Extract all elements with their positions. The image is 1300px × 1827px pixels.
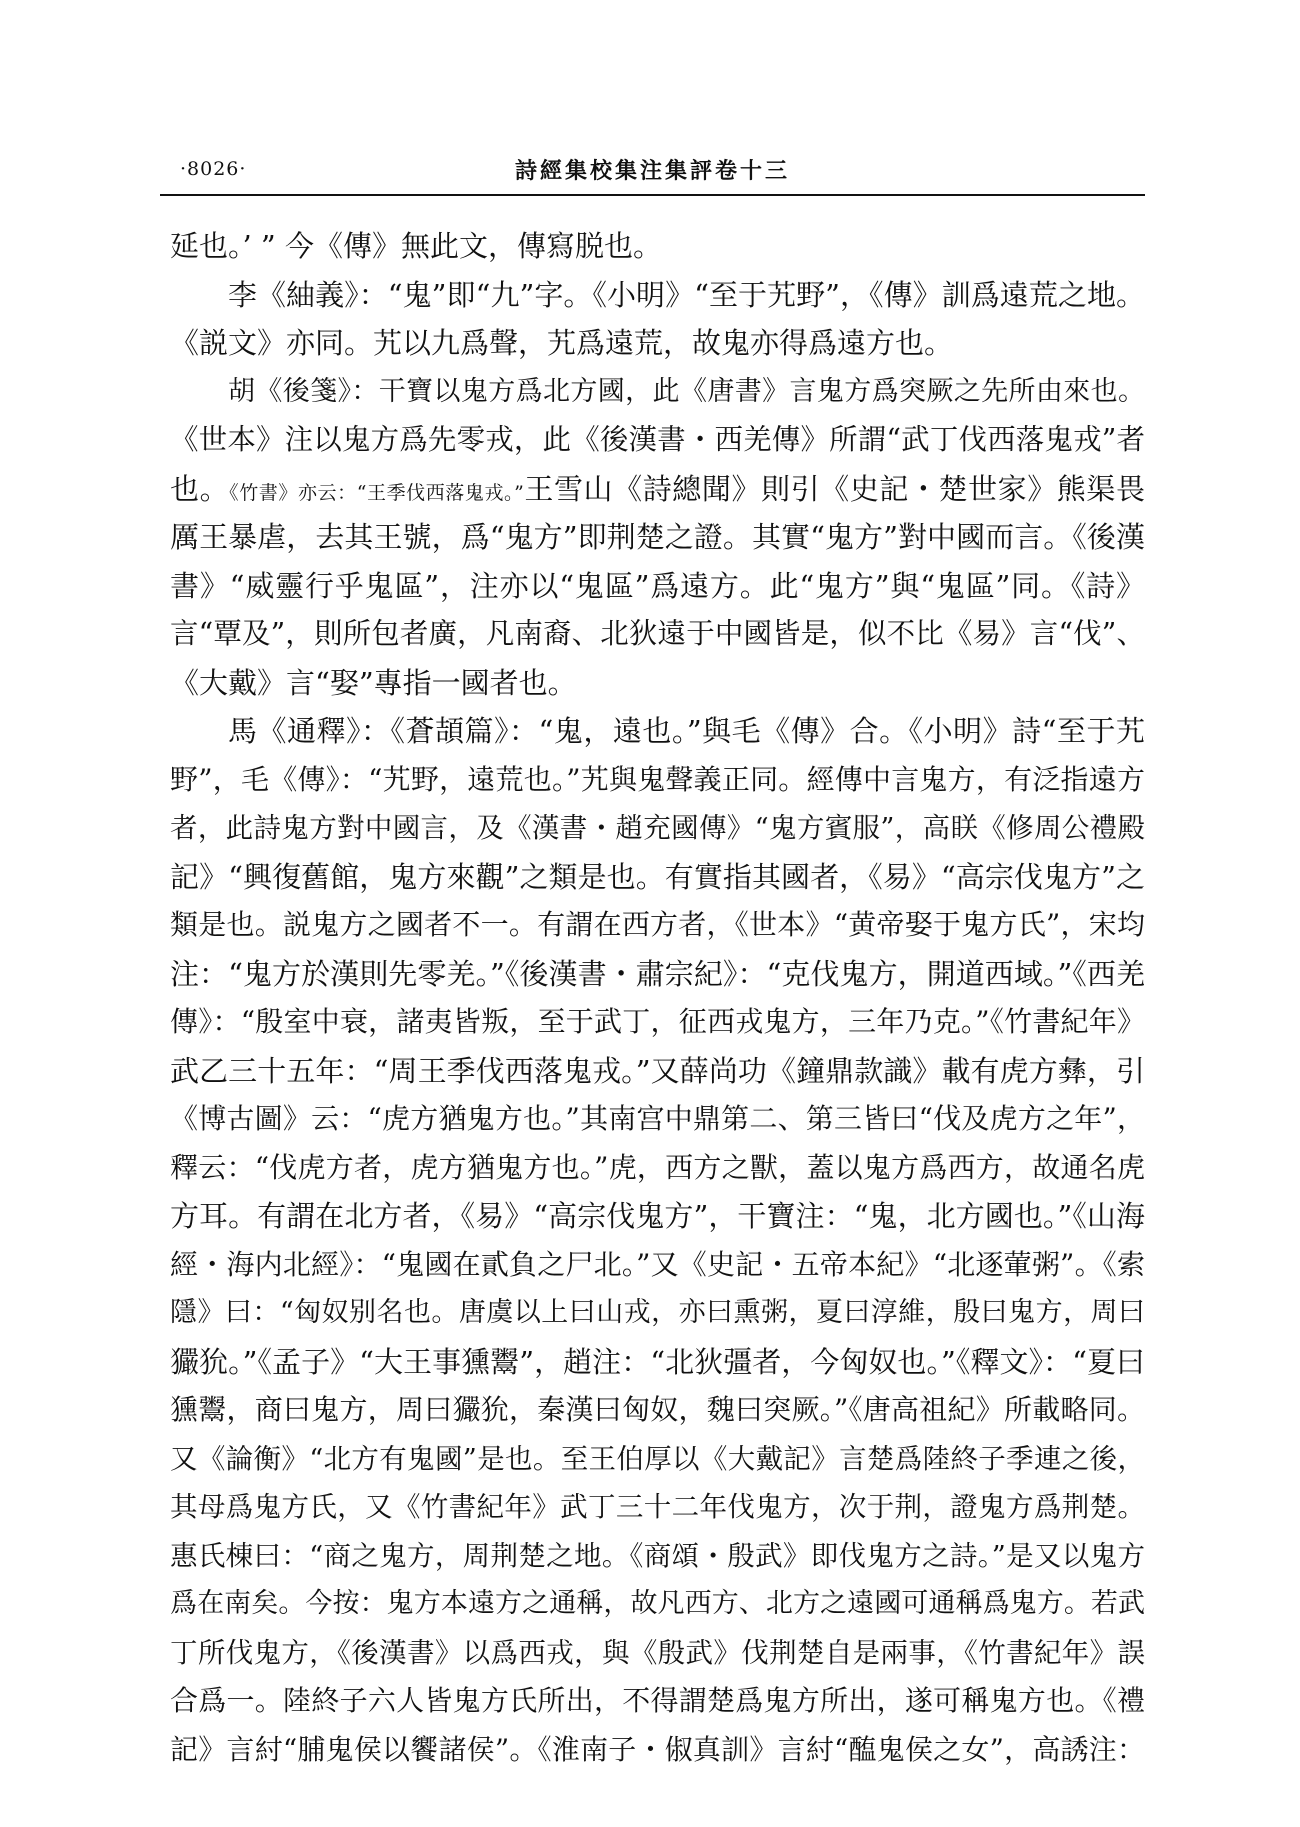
text-line: 言“覃及”，則所包者廣，凡南裔、北狄遠于中國皆是，似不比《易》言“伐”、 <box>170 617 1145 650</box>
text-line: 《世本》注以鬼方爲先零戎，此《後漢書・西羌傳》所謂“武丁伐西落鬼戎”者 <box>170 423 1145 456</box>
text-line: 其母爲鬼方氏，又《竹書紀年》武丁三十二年伐鬼方，次于荆，證鬼方爲荆楚。 <box>170 1491 1145 1523</box>
body-text <box>170 222 1145 1774</box>
text-line: 經・海内北經》：“鬼國在貳負之尸北。”又《史記・五帝本紀》“北逐葷粥”。《索 <box>170 1247 1145 1281</box>
text-line: 馬《通釋》：《蒼頡篇》：“鬼，遠也。”與毛《傳》合。《小明》詩“至于艽 <box>228 714 1145 748</box>
text-line: 惠氏棟曰：“商之鬼方，周荆楚之地。《商頌・殷武》即伐鬼方之詩。”是又以鬼方 <box>170 1539 1145 1572</box>
text-line: 胡《後箋》：干寶以鬼方爲北方國，此《唐書》言鬼方爲突厥之先所由來也。 <box>228 375 1145 407</box>
text-line: 丁所伐鬼方，《後漢書》以爲西戎，與《殷武》伐荆楚自是兩事，《竹書紀年》誤 <box>170 1636 1145 1669</box>
text-line: 玁狁。”《孟子》“大王事獯鬻”，趙注：“北狄彊者，今匈奴也。”《釋文》：“夏曰 <box>170 1344 1145 1379</box>
text-line: 注：“鬼方於漢則先零羌。”《後漢書・肅宗紀》：“克伐鬼方，開道西域。”《西羌 <box>170 956 1145 991</box>
text-line: 方耳。有謂在北方者，《易》“高宗伐鬼方”，干寶注：“鬼，北方國也。”《山海 <box>170 1199 1145 1233</box>
text-line: 李《紬義》：“鬼”即“九”字。《小明》“至于艽野”，《傳》訓爲遠荒之地。 <box>228 277 1145 312</box>
page-header <box>160 150 1145 194</box>
text-line: 記》言紂“脯鬼侯以饗諸侯”。《淮南子・俶真訓》言紂“醢鬼侯之女”，高誘注： <box>170 1732 1145 1766</box>
text-line: 《説文》亦同。艽以九爲聲，艽爲遠荒，故鬼亦得爲遠方也。 <box>170 326 954 360</box>
text-line: 合爲一。陸終子六人皆鬼方氏所出，不得謂楚爲鬼方所出，遂可稱鬼方也。《禮 <box>170 1684 1145 1717</box>
text-line: 類是也。説鬼方之國者不一。有謂在西方者，《世本》“黄帝娶于鬼方氏”，宋均 <box>170 908 1145 941</box>
header-rule <box>160 194 1145 196</box>
text-line: 武乙三十五年：“周王季伐西落鬼戎。”又薛尚功《鐘鼎款識》載有虎方彝，引 <box>170 1053 1145 1088</box>
page-number: ·8026· <box>180 158 247 180</box>
text-line: 《大戴》言“娶”專指一國者也。 <box>170 665 577 700</box>
text-segment: 也。 <box>170 471 230 506</box>
text-line: 傳》：“殷室中衰，諸夷皆叛，至于武丁，征西戎鬼方，三年乃克。”《竹書紀年》 <box>170 1005 1145 1038</box>
running-title: 詩經集校集注集評卷十三 <box>514 158 790 184</box>
text-line <box>170 465 1145 514</box>
text-line: 又《論衡》“北方有鬼國”是也。至王伯厚以《大戴記》言楚爲陸終子季連之後， <box>170 1442 1145 1475</box>
text-line: 《博古圖》云：“虎方猶鬼方也。”其南宫中鼎第二、第三皆曰“伐及虎方之年”， <box>170 1102 1145 1135</box>
text-line: 延也。’ ” 今《傳》無此文，傳寫脱也。 <box>170 229 662 263</box>
inline-note: 《竹書》亦云：“王季伐西落鬼戎。” <box>229 481 524 504</box>
text-segment: 王雪山《詩總聞》則引《史記・楚世家》熊渠畏 <box>523 471 1145 506</box>
text-line: 厲王暴虐，去其王號，爲“鬼方”即荆楚之證。其實“鬼方”對中國而言。《後漢 <box>170 520 1145 554</box>
text-line: 者，此詩鬼方對中國言，及《漢書・趙充國傳》“鬼方賓服”，高眹《修周公禮殿 <box>170 812 1145 844</box>
text-line: 隱》曰：“匈奴别名也。唐虞以上曰山戎，亦曰熏粥，夏曰淳維，殷曰鬼方，周曰 <box>170 1297 1145 1328</box>
text-line: 釋云：“伐虎方者，虎方猶鬼方也。”虎，西方之獸，蓋以鬼方爲西方，故通名虎 <box>170 1150 1145 1184</box>
text-line: 書》“威靈行乎鬼區”，注亦以“鬼區”爲遠方。此“鬼方”與“鬼區”同。《詩》 <box>170 568 1145 603</box>
text-line: 爲在南矣。今按：鬼方本遠方之通稱，故凡西方、北方之遠國可通稱爲鬼方。若武 <box>170 1588 1145 1619</box>
text-line: 獯鬻，商曰鬼方，周曰玁狁，秦漢曰匈奴，魏曰突厥。”《唐高祖紀》所載略同。 <box>170 1393 1145 1426</box>
text-line: 野”，毛《傳》：“艽野，遠荒也。”艽與鬼聲義正同。經傳中言鬼方，有泛指遠方 <box>170 762 1145 796</box>
text-line: 記》“興復舊館，鬼方來觀”之類是也。有實指其國者，《易》“高宗伐鬼方”之 <box>170 859 1145 894</box>
